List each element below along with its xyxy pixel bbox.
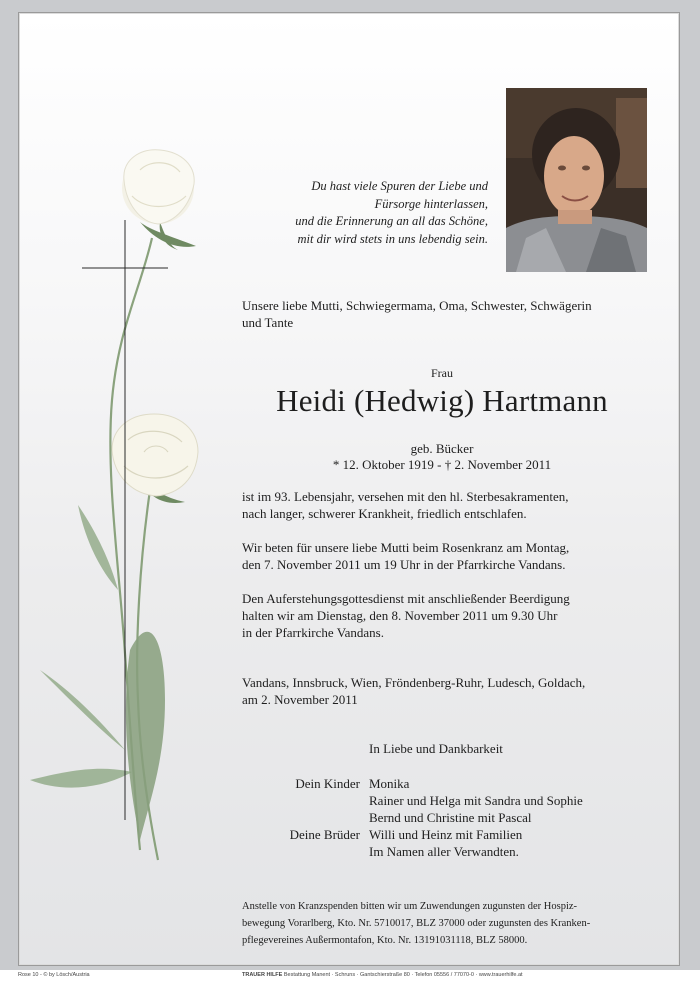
places-line: Vandans, Innsbruck, Wien, Fröndenberg-Ruhr, Ludesch, Goldach, [242, 675, 586, 690]
quote-line: Fürsorge hinterlassen, [374, 196, 488, 211]
image-credit: Rose 10 - © by Lösch/Austria [18, 972, 90, 978]
children-name: Bernd und Christine mit Pascal [369, 810, 532, 825]
funeral-line: halten wir am Dienstag, den 8. November 2011 um 9.30 Uhr [242, 608, 558, 623]
brothers-name: Willi und Heinz mit Familien [369, 827, 523, 842]
rosary-line: Wir beten für unsere liebe Mutti beim Rosenkranz am Montag, [242, 540, 570, 555]
rosary-line: den 7. November 2011 um 19 Uhr in der Pfarrkirche Vandans. [242, 557, 566, 572]
publisher-contact: Bestattung Manent · Schruns · Gantschierstraße 80 · Telefon 05556 / 77070-0 · www.trauerhilfe.at [283, 972, 523, 978]
death-text-line: ist im 93. Lebensjahr, versehen mit den hl. Sterbesakramenten, [242, 489, 569, 504]
rose-top [122, 150, 194, 224]
publisher-brand: TRAUER HILFE [242, 972, 283, 978]
children-name: Monika [369, 776, 410, 791]
donation-line: Anstelle von Kranzspenden bitten wir um Zuwendungen zugunsten der Hospiz- [242, 901, 578, 912]
death-text-line: nach langer, schwerer Krankheit, friedlich entschlafen. [242, 506, 527, 521]
portrait-photo [506, 88, 647, 272]
life-dates: * 12. Oktober 1919 - † 2. November 2011 [332, 457, 552, 472]
closing-line: Im Namen aller Verwandten. [369, 844, 519, 859]
publisher-info [242, 972, 523, 978]
funeral-line: in der Pfarrkirche Vandans. [242, 625, 384, 640]
maiden-name: geb. Bücker [410, 441, 474, 456]
donation-note [242, 898, 590, 949]
funeral-line: Den Auferstehungsgottesdienst mit anschließender Beerdigung [242, 591, 570, 606]
thanks-line: In Liebe und Dankbarkeit [369, 741, 503, 756]
children-label: Dein Kinder [295, 776, 360, 791]
donation-line: bewegung Vorarlberg, Kto. Nr. 5710017, BLZ 37000 oder zugunsten des Kranken- [242, 918, 591, 929]
brothers-label: Deine Brüder [289, 827, 360, 842]
leaves [30, 222, 196, 840]
quote-line: mit dir wird stets in uns lebendig sein. [297, 231, 488, 246]
title-prefix: Frau [431, 366, 453, 380]
intro-line: Unsere liebe Mutti, Schwiegermama, Oma, Schwester, Schwägerin [242, 298, 592, 313]
children-name: Rainer und Helga mit Sandra und Sophie [369, 793, 583, 808]
deceased-name: Heidi (Hedwig) Hartmann [276, 383, 608, 418]
intro-line: und Tante [242, 315, 294, 330]
memorial-quote [228, 178, 488, 248]
quote-line: und die Erinnerung an all das Schöne, [295, 214, 488, 228]
quote-line: Du hast viele Spuren der Liebe und [311, 179, 488, 193]
donation-line: pflegevereines Außermontafon, Kto. Nr. 13191031118, BLZ 58000. [242, 935, 528, 946]
places-line: am 2. November 2011 [242, 692, 358, 707]
